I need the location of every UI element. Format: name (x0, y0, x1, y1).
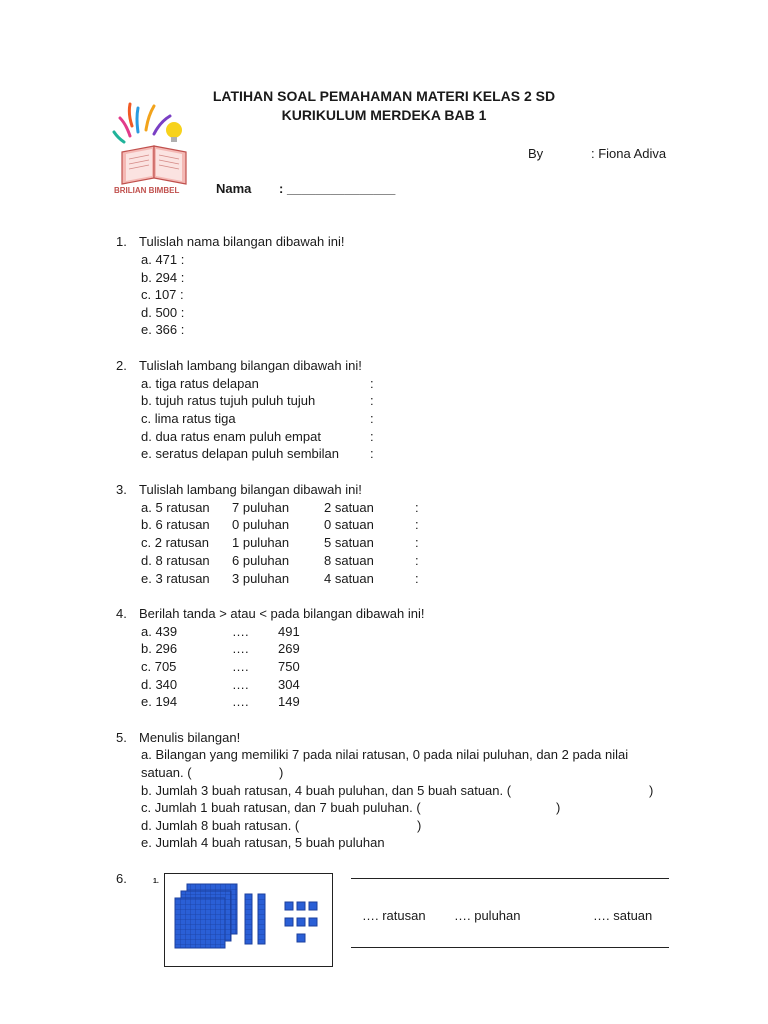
q4-number: 4. (116, 606, 127, 621)
q3-puluhan: 1 puluhan (232, 535, 290, 550)
q4-right-number: 750 (278, 659, 300, 674)
q4-dots: …. (232, 694, 249, 709)
q4-right-number: 149 (278, 694, 300, 709)
q4-dots: …. (232, 659, 249, 674)
q3-satuan: 8 satuan (324, 553, 374, 568)
q4-left-number: c. 705 (141, 659, 177, 674)
q3-ratusan: b. 6 ratusan (141, 517, 210, 532)
q4-left-number: b. 296 (141, 641, 178, 656)
q5-close-paren: ) (417, 818, 422, 833)
q4-dots: …. (232, 677, 249, 692)
worksheet-title-line1: LATIHAN SOAL PEMAHAMAN MATERI KELAS 2 SD (212, 88, 556, 104)
q2-number: 2. (116, 358, 127, 373)
q3-colon: : (415, 553, 419, 568)
q1-item: d. 500 : (141, 305, 185, 320)
q2-prompt: Tulislah lambang bilangan dibawah ini! (139, 358, 362, 373)
q4-prompt: Berilah tanda > atau < pada bilangan dibawah ini! (139, 606, 425, 621)
q6-answer-box (351, 878, 669, 948)
q6-number: 6. (116, 871, 127, 886)
q3-ratusan: e. 3 ratusan (141, 571, 210, 586)
q1-item: c. 107 : (141, 287, 184, 302)
q4-right-number: 491 (278, 624, 300, 639)
q3-ratusan: a. 5 ratusan (141, 500, 210, 515)
q2-item: d. dua ratus enam puluh empat (141, 429, 321, 444)
q3-puluhan: 6 puluhan (232, 553, 290, 568)
q3-ratusan: c. 2 ratusan (141, 535, 209, 550)
q2-colon: : (370, 446, 374, 461)
q1-item: b. 294 : (141, 270, 185, 285)
q2-colon: : (370, 376, 374, 391)
hundreds-flat-blocks (175, 884, 237, 948)
q2-item: a. tiga ratus delapan (141, 376, 259, 391)
q1-item: e. 366 : (141, 322, 185, 337)
q5-number: 5. (116, 730, 127, 745)
q3-satuan: 2 satuan (324, 500, 374, 515)
ones-cube-blocks (285, 902, 317, 942)
q3-puluhan: 7 puluhan (232, 500, 290, 515)
q1-item: a. 471 : (141, 252, 185, 267)
q3-colon: : (415, 571, 419, 586)
q5-item-c: c. Jumlah 1 buah ratusan, dan 7 buah puluhan. ( (141, 800, 421, 815)
q3-colon: : (415, 517, 419, 532)
q5-close-paren: ) (556, 800, 561, 815)
q2-colon: : (370, 411, 374, 426)
q4-left-number: d. 340 (141, 677, 178, 692)
q1-prompt: Tulislah nama bilangan dibawah ini! (139, 234, 345, 249)
q5-item-e: e. Jumlah 4 buah ratusan, 5 buah puluhan (141, 835, 385, 850)
q5-item-d: d. Jumlah 8 buah ratusan. ( (141, 818, 300, 833)
q5-item-a: a. Bilangan yang memiliki 7 pada nilai ratusan, 0 pada nilai puluhan, dan 2 pada nilai (141, 747, 629, 762)
q4-dots: …. (232, 641, 249, 656)
q5-item-b: b. Jumlah 3 buah ratusan, 4 buah puluhan, dan 5 buah satuan. ( (141, 783, 512, 798)
author-name: : Fiona Adiva (591, 146, 667, 161)
q3-prompt: Tulislah lambang bilangan dibawah ini! (139, 482, 362, 497)
q2-colon: : (370, 429, 374, 444)
q3-satuan: 4 satuan (324, 571, 374, 586)
q4-right-number: 269 (278, 641, 300, 656)
tens-rod-blocks (245, 894, 265, 944)
q5-item-a-cont: satuan. ( (141, 765, 192, 780)
q4-right-number: 304 (278, 677, 300, 692)
logo-text: BRILIAN BIMBEL (114, 186, 180, 195)
by-label: By (528, 146, 544, 161)
q3-puluhan: 3 puluhan (232, 571, 290, 586)
q3-ratusan: d. 8 ratusan (141, 553, 210, 568)
q3-colon: : (415, 535, 419, 550)
q2-item: c. lima ratus tiga (141, 411, 236, 426)
q2-item: b. tujuh ratus tujuh puluh tujuh (141, 393, 316, 408)
name-blank: : _______________ (279, 181, 396, 196)
q4-dots: …. (232, 624, 249, 639)
q3-puluhan: 0 puluhan (232, 517, 290, 532)
q6-satuan-blank: …. satuan (593, 908, 653, 923)
q6-ratusan-blank: …. ratusan (362, 908, 426, 923)
q6-puluhan-blank: …. puluhan (454, 908, 521, 923)
q4-left-number: e. 194 (141, 694, 178, 709)
q2-colon: : (370, 393, 374, 408)
q6-sub-number: 1. (153, 878, 159, 885)
q3-colon: : (415, 500, 419, 515)
worksheet-title-line2: KURIKULUM MERDEKA BAB 1 (281, 107, 487, 123)
q4-left-number: a. 439 (141, 624, 178, 639)
q5-close-paren: ) (649, 783, 654, 798)
q5-prompt: Menulis bilangan! (139, 730, 241, 745)
q3-satuan: 0 satuan (324, 517, 374, 532)
q3-number: 3. (116, 482, 127, 497)
base-ten-blocks-picture (164, 873, 333, 967)
q3-satuan: 5 satuan (324, 535, 374, 550)
q1-number: 1. (116, 234, 127, 249)
q5-close-paren: ) (279, 765, 284, 780)
q2-item: e. seratus delapan puluh sembilan (141, 446, 340, 461)
name-label: Nama (216, 181, 252, 196)
